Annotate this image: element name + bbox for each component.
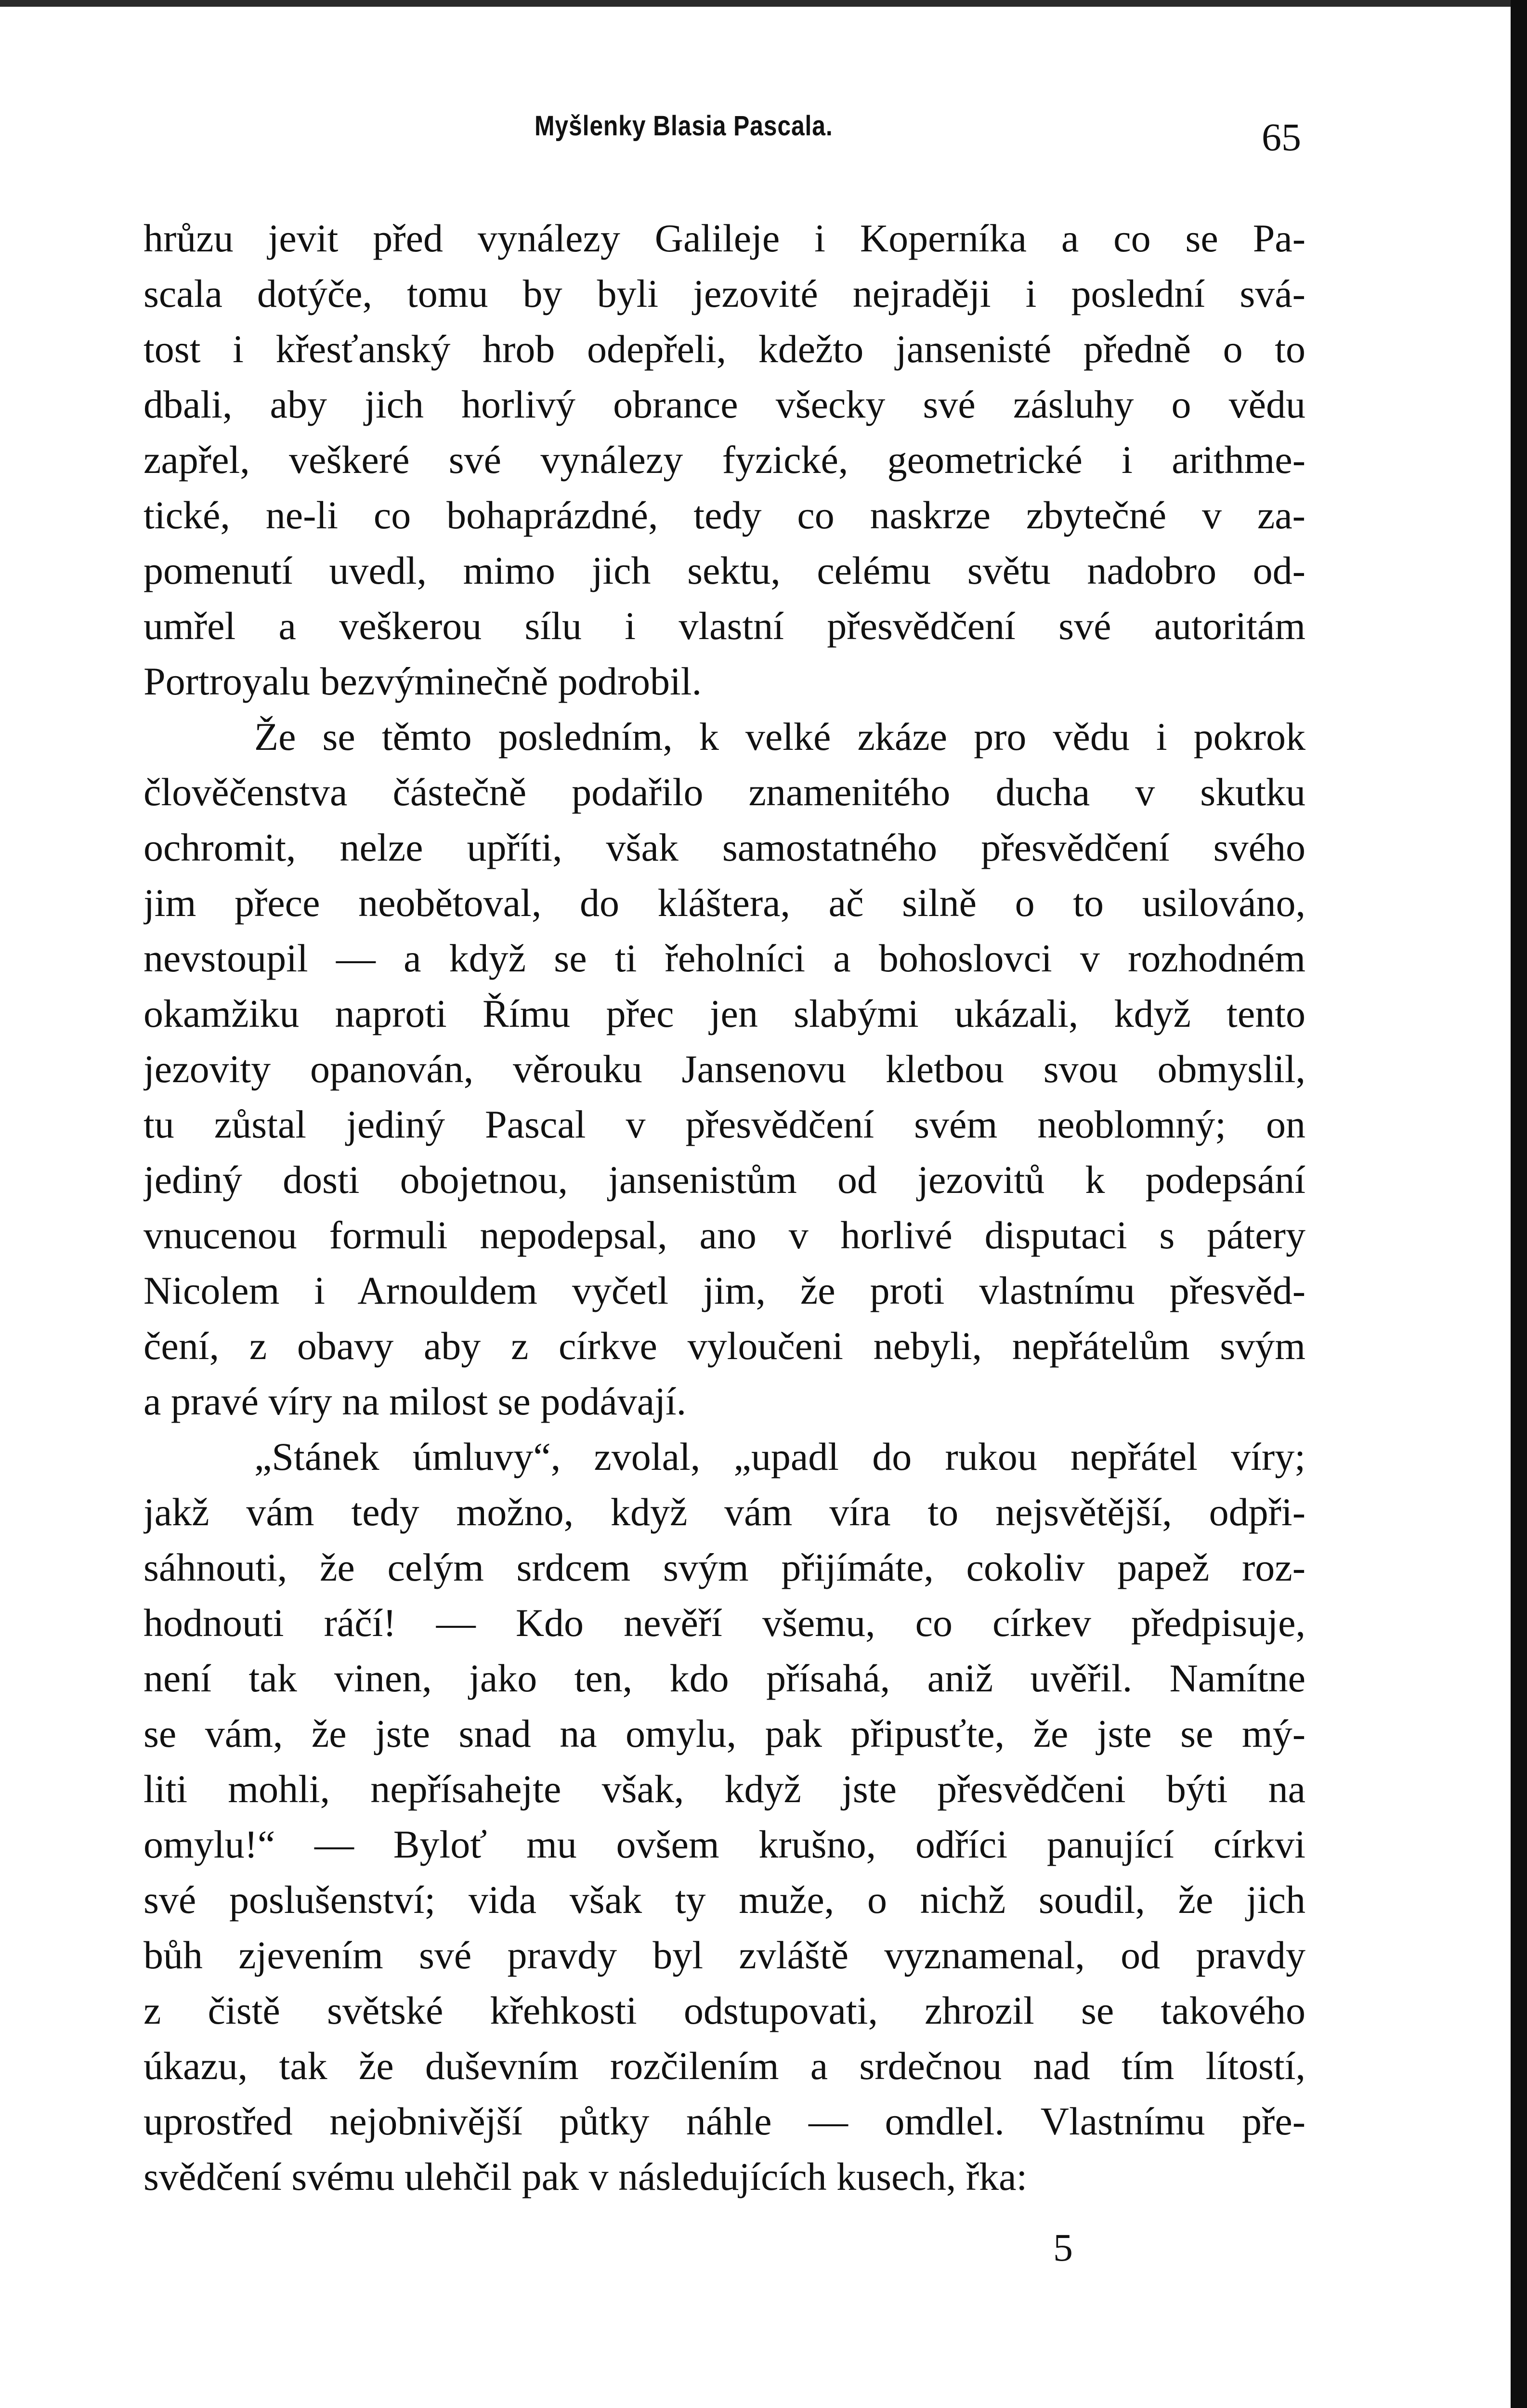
text-line: hodnouti ráčí! — Kdo nevěří všemu, co církev předpisuje, [144, 1601, 1305, 1645]
scan-top-edge [0, 0, 1527, 7]
text-line: z čistě světské křehkosti odstupovati, zhrozil se takového [144, 1989, 1305, 2032]
text-line: „Stánek úmluvy“, zvolal, „upadl do rukou nepřátel víry; [254, 1435, 1305, 1479]
scan-right-edge [1511, 0, 1527, 2408]
signature-mark: 5 [1053, 2225, 1073, 2269]
text-line: vnucenou formuli nepodepsal, ano v horlivé disputaci s pátery [144, 1213, 1305, 1257]
body-text [144, 210, 1305, 2204]
running-title: Myšlenky Blasia Pascala. [535, 110, 833, 142]
text-line: uprostřed nejobnivější půtky náhle — omdlel. Vlastnímu pře- [144, 2099, 1305, 2143]
page-number: 65 [1262, 115, 1301, 159]
text-line: umřel a veškerou sílu i vlastní přesvědčení své autoritám [144, 604, 1305, 648]
text-line: jediný dosti obojetnou, jansenistům od jezovitů k podepsání [144, 1158, 1305, 1202]
text-line: jim přece neobětoval, do kláštera, ač silně o to usilováno, [144, 881, 1305, 925]
text-line: se vám, že jste snad na omylu, pak připusťte, že jste se mý- [144, 1712, 1305, 1755]
text-line: Portroyalu bezvýminečně podrobil. [144, 659, 702, 703]
text-line: nevstoupil — a když se ti řeholníci a bohoslovci v rozhodném [144, 936, 1305, 980]
text-line: pomenutí uvedl, mimo jich sektu, celému světu nadobro od- [144, 549, 1305, 592]
text-line: bůh zjevením své pravdy byl zvláště vyznamenal, od pravdy [144, 1933, 1305, 1977]
text-line: Že se těmto posledním, k velké zkáze pro vědu i pokrok [254, 715, 1305, 759]
text-line: úkazu, tak že duševním rozčilením a srdečnou nad tím lítostí, [144, 2044, 1305, 2088]
text-line: ochromit, nelze upříti, však samostatného přesvědčení svého [144, 825, 1305, 869]
text-line: člověčenstva částečně podařilo znamenitého ducha v skutku [144, 770, 1305, 814]
text-line: scala dotýče, tomu by byli jezovité nejraději i poslední svá- [144, 272, 1305, 315]
text-line: jakž vám tedy možno, když vám víra to nejsvětější, odpři- [144, 1490, 1305, 1534]
text-line: tické, ne-li co bohaprázdné, tedy co naskrze zbytečné v za- [144, 493, 1305, 537]
text-line: a pravé víry na milost se podávají. [144, 1379, 687, 1423]
text-line: své poslušenství; vida však ty muže, o nichž soudil, že jich [144, 1878, 1305, 1922]
text-line: liti mohli, nepřísahejte však, když jste přesvědčeni býti na [144, 1767, 1305, 1811]
text-line: dbali, aby jich horlivý obrance všecky své zásluhy o vědu [144, 382, 1305, 426]
text-line: není tak vinen, jako ten, kdo přísahá, aniž uvěřil. Namítne [144, 1656, 1305, 1700]
text-line: okamžiku naproti Římu přec jen slabými ukázali, když tento [144, 992, 1305, 1035]
text-line: omylu!“ — Byloť mu ovšem krušno, odříci panující církvi [144, 1822, 1305, 1866]
text-line: tu zůstal jediný Pascal v přesvědčení svém neoblomný; on [144, 1102, 1305, 1146]
text-line: hrůzu jevit před vynálezy Galileje i Koperníka a co se Pa- [144, 216, 1305, 260]
text-line: svědčení svému ulehčil pak v následujících kusech, řka: [144, 2155, 1028, 2199]
text-line: sáhnouti, že celým srdcem svým přijímáte, cokoliv papež roz- [144, 1545, 1305, 1589]
text-line: zapřel, veškeré své vynálezy fyzické, geometrické i arithme- [144, 438, 1305, 482]
text-line: čení, z obavy aby z církve vyloučeni nebyli, nepřátelům svým [144, 1324, 1305, 1368]
text-line: Nicolem i Arnouldem vyčetl jim, že proti vlastnímu přesvěd- [144, 1269, 1305, 1312]
text-line: tost i křesťanský hrob odepřeli, kdežto jansenisté předně o to [144, 327, 1305, 371]
text-line: jezovity opanován, věrouku Jansenovu kletbou svou obmyslil, [144, 1047, 1305, 1091]
